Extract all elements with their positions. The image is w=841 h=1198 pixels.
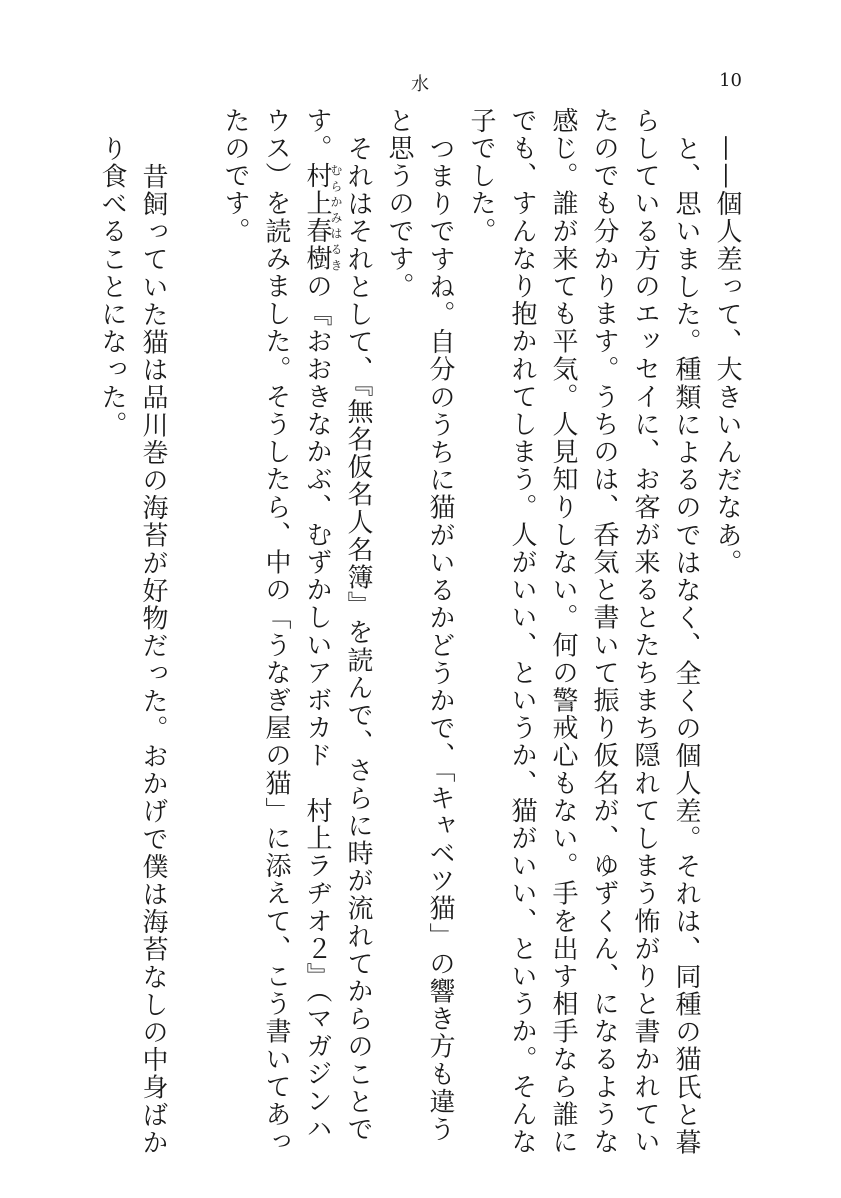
- paragraph: と、思いました。種類によるのではなく、全くの個人差。それは、同種の猫氏と暮らしている方のエッセイに、お客が来るとたちまち隠れてしまう怖がりと書かれていたのでも分かります。うちのは、呑気と書いて振り仮名が、ゆずくん、になるような感じ。誰が来ても平気。人見知りしない。何の警戒心もない。手を出す相手なら誰にでも、すんなり抱かれてしまう。人がいい、というか、猫がいい、というか。そんな子でした。: [466, 107, 701, 1157]
- page-number: 10: [719, 70, 742, 91]
- running-head: 水: [411, 74, 430, 95]
- ruby-annotated-name: 村上春樹むらかみはるき: [302, 162, 343, 273]
- furigana: むらかみはるき: [329, 162, 343, 273]
- body-text-block: [91, 107, 747, 1157]
- paragraph: ——個人差って、大きいんだなあ。: [712, 135, 742, 577]
- quote-paragraph: 昔飼っていた猫は品川巻の海苔が好物だった。おかげで僕は海苔なしの中身ばかり食べることになった。: [97, 135, 168, 1157]
- paragraph: それはそれとして、『無名仮名人名簿』を読んで、さらに時が流れてからのことです。村上春樹むらかみはるきの『おおきなかぶ、むずかしいアボカド 村上ラヂオ２』（マガジンハウス）を読みました。そうしたら、中の「うなぎ屋の猫」に添えて、こう書いてあったのです。: [220, 107, 373, 1156]
- paragraph: つまりですね。自分のうちに猫がいるかどうかで、「キャベツ猫」の響き方も違うと思うのです。: [384, 107, 455, 1144]
